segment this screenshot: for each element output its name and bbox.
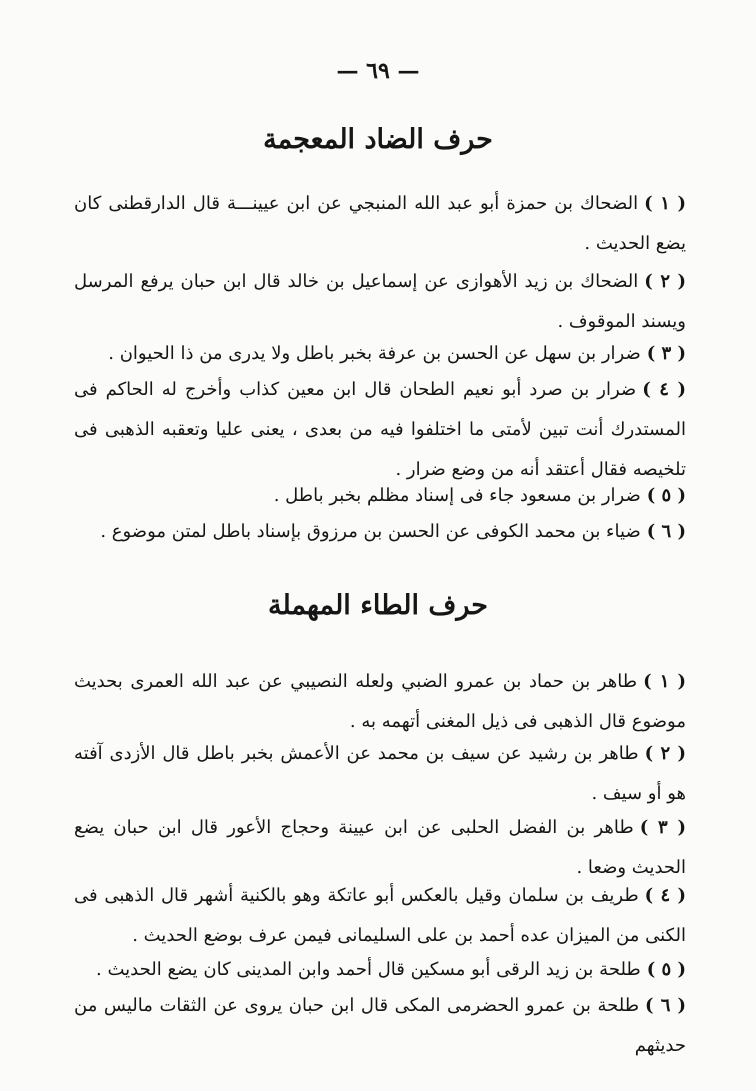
- entry-text: ضرار بن مسعود جاء فى إسناد مظلم بخبر باطل .: [273, 485, 641, 506]
- entry-text: طلحة بن زيد الرقى أبو مسكين قال أحمد وابن المدينى كان يضع الحديث .: [96, 959, 641, 980]
- entry-text: ضرار بن صرد أبو نعيم الطحان قال ابن معين كذاب وأخرج له الحاكم فى المستدرك أنت تبين لأمتى ما اختلفوا فيه من بعدى ، يعنى عليا وتعقبه الذهبى فى تلخيصه فقال أعتقد أنه من وضع ضرار .: [74, 379, 686, 480]
- entry-ta-6: [74, 986, 686, 1066]
- entry-dad-4: [74, 370, 686, 490]
- section-title-ta: حرف الطاء المهملة: [268, 590, 488, 621]
- entry-number: ( ٦ ): [646, 521, 686, 542]
- entry-text: طلحة بن عمرو الحضرمى المكى قال ابن حبان يروى عن الثقات ماليس من حديثهم: [74, 995, 686, 1056]
- entry-dad-3: [74, 334, 686, 374]
- entry-text: طاهر بن رشيد عن سيف بن محمد عن الأعمش بخبر باطل قال الأزدى آفته هو أو سيف .: [74, 743, 686, 804]
- entry-ta-2: [74, 734, 686, 814]
- entry-text: ضياء بن محمد الكوفى عن الحسن بن مرزوق بإسناد باطل لمتن موضوع .: [100, 521, 641, 542]
- entry-number: ( ٥ ): [646, 485, 686, 506]
- entry-text: طريف بن سلمان وقيل بالعكس أبو عاتكة وهو بالكنية أشهر قال الذهبى فى الكنى من الميزان عده أحمد بن على السليمانى فيمن عرف بوضع الحديث .: [74, 885, 686, 946]
- entry-ta-4: [74, 876, 686, 956]
- entry-text: الضحاك بن حمزة أبو عبد الله المنبجي عن ابن عيينـــة قال الدارقطنى كان يضع الحديث .: [74, 193, 686, 254]
- entry-number: ( ١ ): [644, 193, 686, 214]
- entry-ta-1: [74, 662, 686, 742]
- entry-number: ( ٢ ): [644, 271, 686, 292]
- entry-number: ( ٣ ): [639, 817, 686, 838]
- entry-dad-2: [74, 262, 686, 342]
- entry-dad-5: [74, 476, 686, 516]
- entry-number: ( ٤ ): [642, 379, 686, 400]
- entry-number: ( ٦ ): [645, 995, 686, 1016]
- entry-text: طاهر بن حماد بن عمرو الضبي ولعله النصيبي عن عبد الله العمرى بحديث موضوع قال الذهبى فى ذيل المغنى أتهمه به .: [74, 671, 686, 732]
- entry-dad-1: [74, 184, 686, 264]
- entry-text: الضحاك بن زيد الأهوازى عن إسماعيل بن خالد قال ابن حبان يرفع المرسل ويسند الموقوف .: [74, 271, 686, 332]
- entry-number: ( ١ ): [643, 671, 686, 692]
- entry-number: ( ٤ ): [644, 885, 686, 906]
- entry-dad-6: [74, 512, 686, 552]
- page-number: — ٦٩ —: [336, 58, 420, 84]
- entry-text: ضرار بن سهل عن الحسن بن عرفة بخبر باطل ولا يدرى من ذا الحيوان .: [108, 343, 641, 364]
- entry-number: ( ٢ ): [644, 743, 686, 764]
- entry-number: ( ٥ ): [646, 959, 686, 980]
- entry-text: طاهر بن الفضل الحلبى عن ابن عيينة وحجاج الأعور قال ابن حبان يضع الحديث وضعا .: [74, 817, 686, 878]
- entry-number: ( ٣ ): [646, 343, 686, 364]
- entry-ta-5: [74, 950, 686, 990]
- section-title-dad: حرف الضاد المعجمة: [263, 124, 493, 155]
